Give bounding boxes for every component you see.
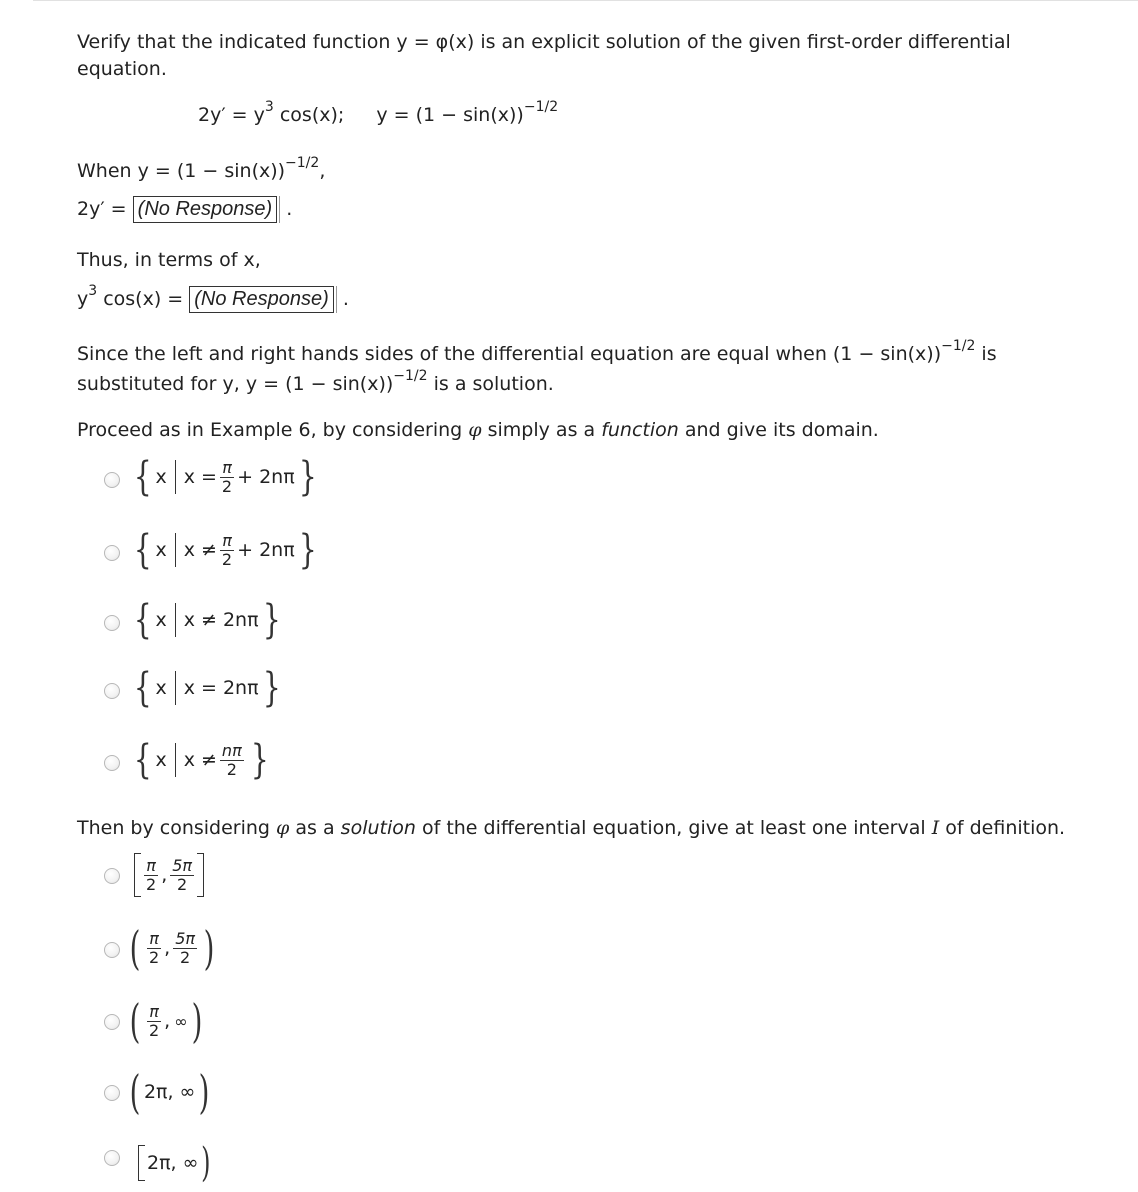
radio-button[interactable]	[104, 868, 120, 884]
radio-button[interactable]	[104, 1150, 120, 1166]
differential-equation: $2y' = y^3$ cos(x); $y = (1 - \sin(x))^{-1/2}$	[198, 98, 559, 126]
derivative-row: 2y′ = (No Response) .	[77, 196, 292, 223]
radio-button[interactable]	[104, 615, 120, 631]
interval-option-math: ( 2π, ∞)	[129, 1065, 210, 1119]
radio-button[interactable]	[104, 683, 120, 699]
thus-statement: Thus, in terms of x,	[77, 249, 261, 271]
question-intro-line2: equation.	[77, 58, 167, 80]
radio-button[interactable]	[104, 1014, 120, 1030]
interval-option-math: $\frac{\pi}{2}$ , $\frac{5\pi}{2}$	[134, 853, 204, 897]
response-field-derivative[interactable]: (No Response)	[133, 196, 278, 223]
since-line2: substituted for y, $y = (1 - \sin(x))^{-1/2}$ is a solution.	[77, 367, 554, 395]
top-divider	[33, 0, 1138, 5]
question-intro-line1: Verify that the indicated function y = φ(x) is an explicit solution of the given first-order differential	[77, 31, 1011, 53]
interval-question: Then by considering φ as a solution of the differential equation, give at least one interval I of definition.	[77, 817, 1066, 839]
domain-option-math: { x x ≠ $\frac{\pi}{2}$ + 2nπ}	[133, 527, 317, 573]
radio-button[interactable]	[104, 545, 120, 561]
domain-option-math: { x x = $\frac{\pi}{2}$ + 2nπ}	[133, 454, 317, 500]
derivative-label: 2y′ =	[77, 198, 127, 220]
domain-question: Proceed as in Example 6, by considering φ simply as a function and give its domain.	[77, 419, 879, 441]
domain-option-math: { x x ≠ $\frac{n\pi}{2}$ }	[133, 737, 269, 783]
radio-button[interactable]	[104, 472, 120, 488]
response-field-rhs[interactable]: (No Response)	[189, 286, 334, 313]
interval-option-math: ( $\frac{\pi}{2}$ , $\frac{5\pi}{2}$ )	[129, 921, 215, 975]
interval-option-math: 2π, ∞)	[138, 1140, 214, 1186]
rhs-row: $y^3$ cos(x) = (No Response) .	[77, 286, 349, 313]
domain-option-math: { x x = 2nπ}	[133, 665, 281, 711]
radio-button[interactable]	[104, 755, 120, 771]
radio-button[interactable]	[104, 1085, 120, 1101]
when-statement: When $y = (1 - \sin(x))^{-1/2}$,	[77, 154, 326, 182]
radio-button[interactable]	[104, 942, 120, 958]
domain-option-math: { x x ≠ 2nπ}	[133, 597, 281, 643]
interval-option-math: ( $\frac{\pi}{2}$ , ∞)	[129, 994, 202, 1048]
since-line1: Since the left and right hands sides of the differential equation are equal when $(1 - \sin(x))^{-1/2}$ is	[77, 337, 997, 365]
